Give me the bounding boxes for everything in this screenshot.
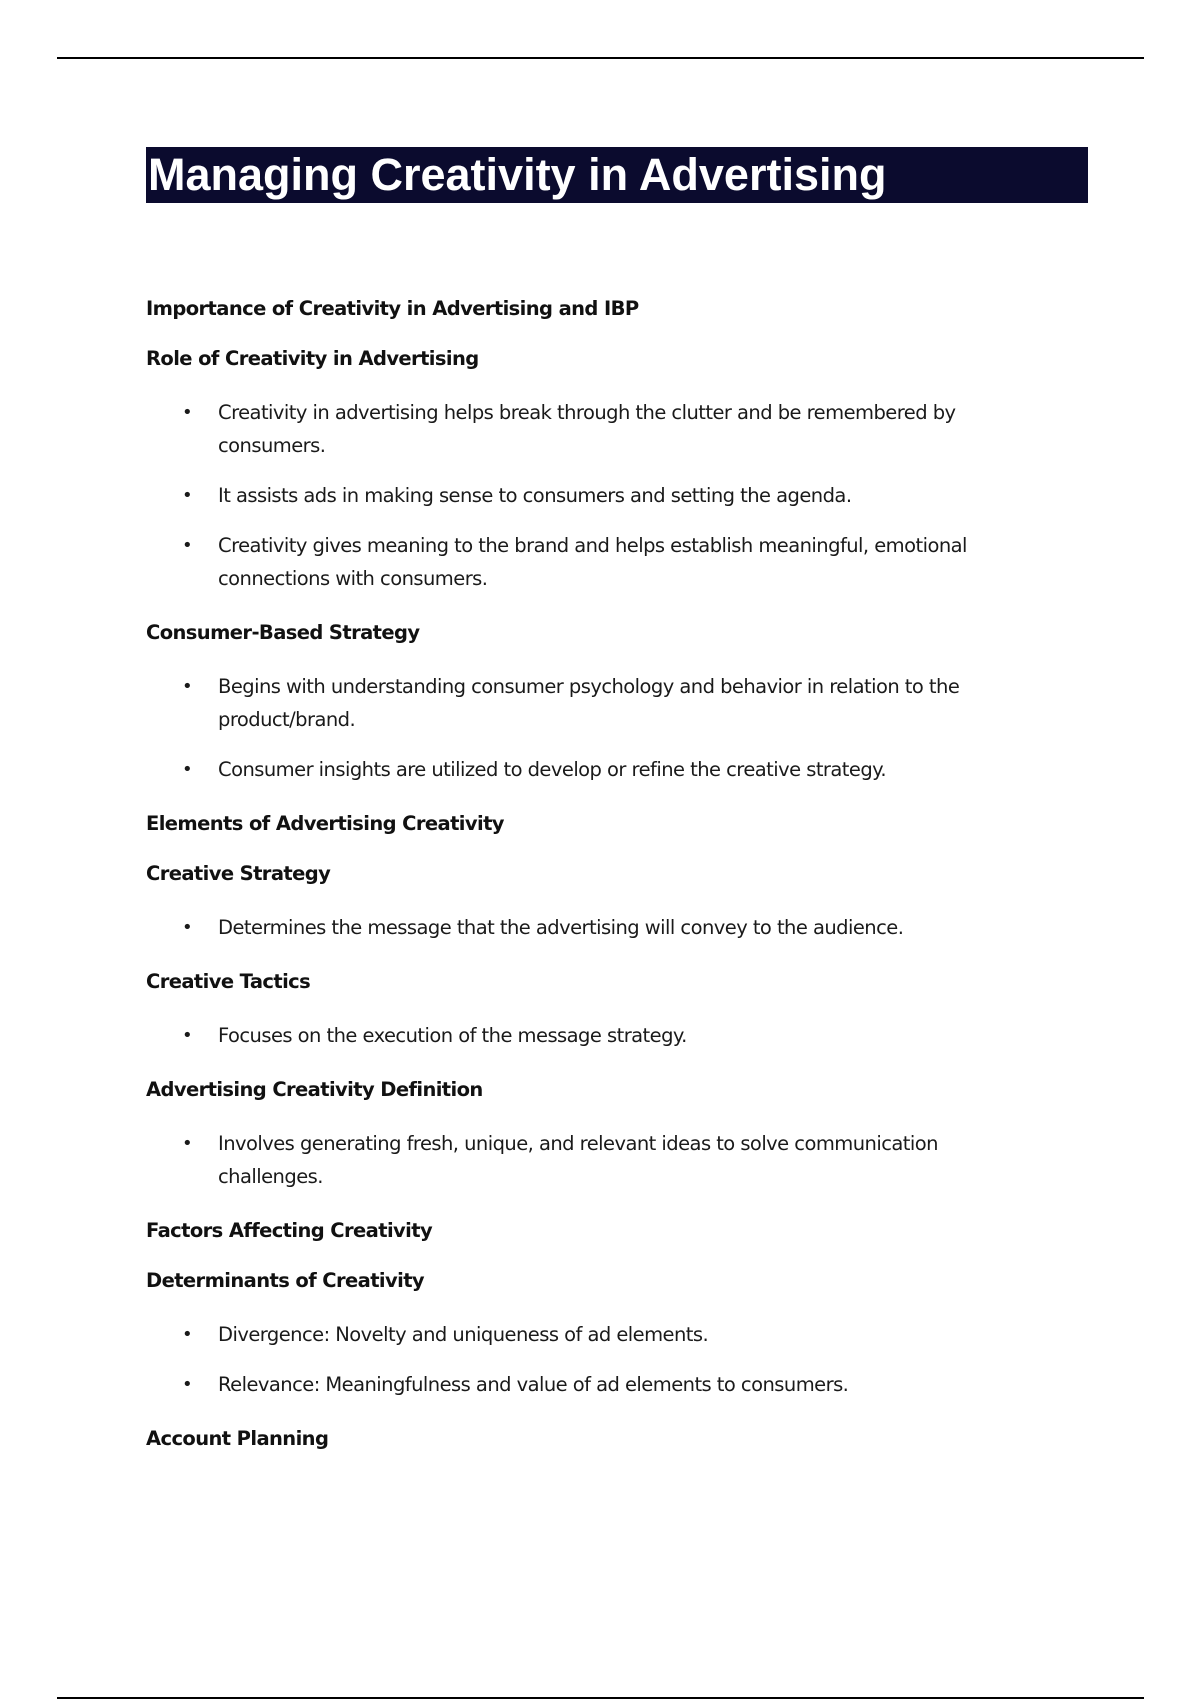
list-item: • Focuses on the execution of the message strategy. (146, 1019, 978, 1052)
list-item: • It assists ads in making sense to consumers and setting the agenda. (146, 479, 978, 512)
document-body (146, 297, 1088, 1451)
bullet-icon: • (182, 485, 193, 506)
bullet-icon: • (182, 1324, 193, 1345)
section-heading: Creative Tactics (146, 970, 311, 993)
section-heading: Determinants of Creativity (146, 1269, 425, 1292)
section-heading: Importance of Creativity in Advertising and IBP (146, 297, 639, 320)
bullet-icon: • (182, 1374, 193, 1395)
list-item: • Creativity gives meaning to the brand and helps establish meaningful, emotional connections with consumers. (146, 529, 978, 595)
list-item: • Relevance: Meaningfulness and value of ad elements to consumers. (146, 1368, 978, 1401)
bottom-rule (57, 1697, 1144, 1699)
bullet-icon: • (182, 1025, 193, 1046)
bullet-icon: • (182, 917, 193, 938)
list-item: • Begins with understanding consumer psychology and behavior in relation to the product/brand. (146, 670, 978, 736)
section-heading: Account Planning (146, 1427, 329, 1450)
list-item: • Determines the message that the advertising will convey to the audience. (146, 911, 978, 944)
section-heading: Factors Affecting Creativity (146, 1219, 433, 1242)
bullet-list (146, 396, 1088, 595)
section-heading: Creative Strategy (146, 862, 331, 885)
bullet-list (146, 911, 1088, 944)
bullet-icon: • (182, 535, 193, 556)
list-item: • Consumer insights are utilized to develop or refine the creative strategy. (146, 753, 978, 786)
section-heading: Elements of Advertising Creativity (146, 812, 504, 835)
bullet-icon: • (182, 759, 193, 780)
section-heading: Advertising Creativity Definition (146, 1078, 483, 1101)
top-rule (57, 57, 1144, 59)
bullet-list (146, 1127, 1088, 1193)
section-heading: Consumer-Based Strategy (146, 621, 420, 644)
list-item: • Creativity in advertising helps break through the clutter and be remembered by consumers. (146, 396, 978, 462)
bullet-icon: • (182, 1133, 193, 1154)
document-page (146, 147, 1088, 1477)
bullet-list (146, 670, 1088, 786)
bullet-list (146, 1019, 1088, 1052)
list-item: • Divergence: Novelty and uniqueness of ad elements. (146, 1318, 978, 1351)
bullet-icon: • (182, 676, 193, 697)
section-heading: Role of Creativity in Advertising (146, 347, 479, 370)
document-title: Managing Creativity in Advertising (146, 147, 1088, 203)
bullet-list (146, 1318, 1088, 1401)
bullet-icon: • (182, 402, 193, 423)
list-item: • Involves generating fresh, unique, and relevant ideas to solve communication challenges. (146, 1127, 978, 1193)
